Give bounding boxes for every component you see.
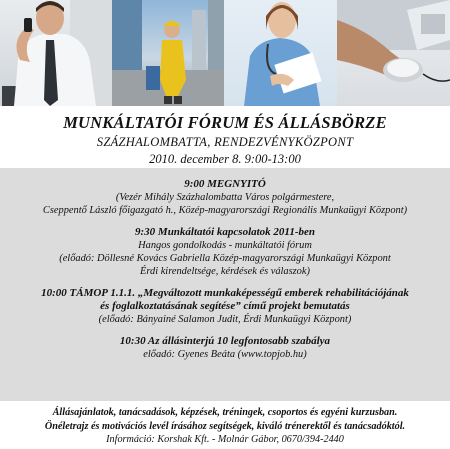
program-item-heading: 10:00 TÁMOP 1.1.1. „Megváltozott munkaképességű emberek rehabilitációjának: [41, 287, 409, 299]
program-item-heading: 10:30 Az állásinterjú 10 legfontosabb szabálya: [119, 335, 331, 347]
photo-hand-mouse-keyboard: [337, 0, 450, 106]
program-item-heading: 9:00 MEGNYITÓ: [184, 178, 266, 190]
program-item-job-interview: [0, 335, 450, 361]
photo-businessman-phone: [0, 0, 112, 106]
footer-help: Önéletrajz és motivációs levél írásához segítségek, kiváló trénerektől és tanácsadóktól.: [44, 420, 406, 432]
program-item-heading-continued: és foglalkoztatásának segítése” című projekt bemutatás: [100, 300, 350, 312]
footer-contact: Információ: Korshak Kft. - Molnár Gábor, 0670/394-2440: [106, 434, 344, 445]
event-date: 2010. december 8. 9:00-13:00: [149, 152, 301, 166]
event-header: [0, 106, 450, 167]
program-item-line: előadó: Gyenes Beáta (www.topjob.hu): [143, 349, 307, 360]
program-item-line: Érdi kirendeltsége, kérdések és válaszok): [140, 266, 310, 277]
program-item-tamop-project: [0, 287, 450, 326]
event-location: SZÁZHALOMBATTA, RENDEZVÉNYKÖZPONT: [96, 135, 354, 149]
program-section: [0, 168, 450, 401]
program-item-opening: [0, 178, 450, 217]
photo-industrial-worker: [112, 0, 224, 106]
footer-services: Állásajánlatok, tanácsadások, képzések, tréningek, csoportos és egyéni kurzusban.: [52, 407, 398, 418]
program-item-line: (előadó: Bányainé Salamon Judit, Érdi Munkaügyi Központ): [98, 314, 352, 325]
program-item-employer-forum: [0, 226, 450, 278]
photo-nurse-clipboard: [224, 0, 337, 106]
program-item-line: Cseppentő László főigazgató h., Közép-magyarországi Regionális Munkaügyi Központ): [42, 205, 408, 216]
program-item-heading: 9:30 Munkáltatói kapcsolatok 2011-ben: [135, 226, 315, 238]
program-item-line: (előadó: Döllesné Kovács Gabriella Közép-magyarországi Munkaügyi Központ: [59, 253, 391, 264]
header-photo-strip: [0, 0, 450, 106]
program-item-line: (Vezér Mihály Százhalombatta Város polgármestere,: [115, 192, 335, 203]
event-title: MUNKÁLTATÓI FÓRUM ÉS ÁLLÁSBÖRZE: [63, 113, 387, 132]
footer-info: [0, 401, 450, 447]
program-item-line: Hangos gondolkodás - munkáltatói fórum: [138, 240, 312, 251]
